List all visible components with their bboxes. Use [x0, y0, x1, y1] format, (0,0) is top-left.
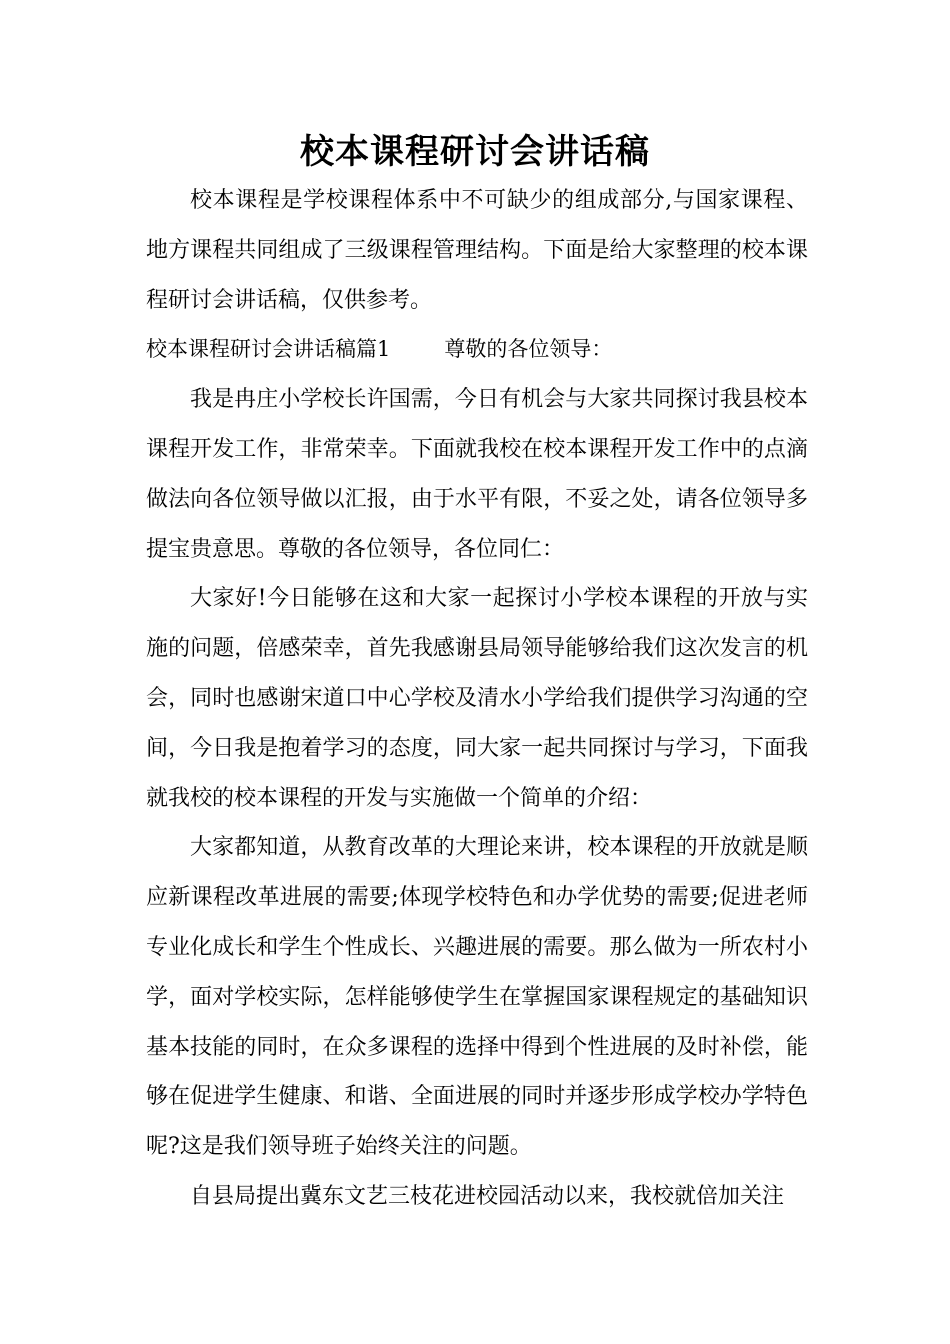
section-title: 校本课程研讨会讲话稿篇1 — [146, 337, 391, 362]
body-paragraph: 大家都知道，从教育改革的大理论来讲，校本课程的开放就是顺应新课程改革进展的需要;体现学校特色和办学优势的需要;促进老师专业化成长和学生个性成长、兴趣进展的需要。那么做为一所农村小学，面对学校实际，怎样能够使学生在掌握国家课程规定的基础知识基本技能的同时，在众多课程的选择中得到个性进展的及时补偿，能够在促进学生健康、和谐、全面进展的同时并逐步形成学校办学特色呢?这是我们领导班子始终关注的问题。 — [146, 835, 808, 1160]
document-body — [146, 176, 808, 1222]
salutation: 尊敬的各位领导： — [444, 337, 613, 362]
document-title: 校本课程研讨会讲话稿 — [300, 132, 650, 172]
body-paragraph: 我是冉庄小学校长许国需，今日有机会与大家共同探讨我县校本课程开发工作，非常荣幸。下面就我校在校本课程开发工作中的点滴做法向各位领导做以汇报，由于水平有限，不妥之处，请各位领导多提宝贵意思。尊敬的各位领导，各位同仁： — [146, 387, 808, 562]
body-paragraph: 大家好!今日能够在这和大家一起探讨小学校本课程的开放与实施的问题，倍感荣幸，首先我感谢县局领导能够给我们这次发言的机会，同时也感谢宋道口中心学校及清水小学给我们提供学习沟通的空间，今日我是抱着学习的态度，同大家一起共同探讨与学习，下面我就我校的校本课程的开发与实施做一个简单的介绍： — [146, 586, 808, 811]
intro-paragraph: 校本课程是学校课程体系中不可缺少的组成部分,与国家课程、地方课程共同组成了三级课程管理结构。下面是给大家整理的校本课程研讨会讲话稿，仅供参考。 — [146, 188, 808, 313]
body-paragraph: 自县局提出冀东文艺三枝花进校园活动以来，我校就倍加关注 — [190, 1183, 785, 1209]
section-heading-line — [146, 325, 808, 375]
